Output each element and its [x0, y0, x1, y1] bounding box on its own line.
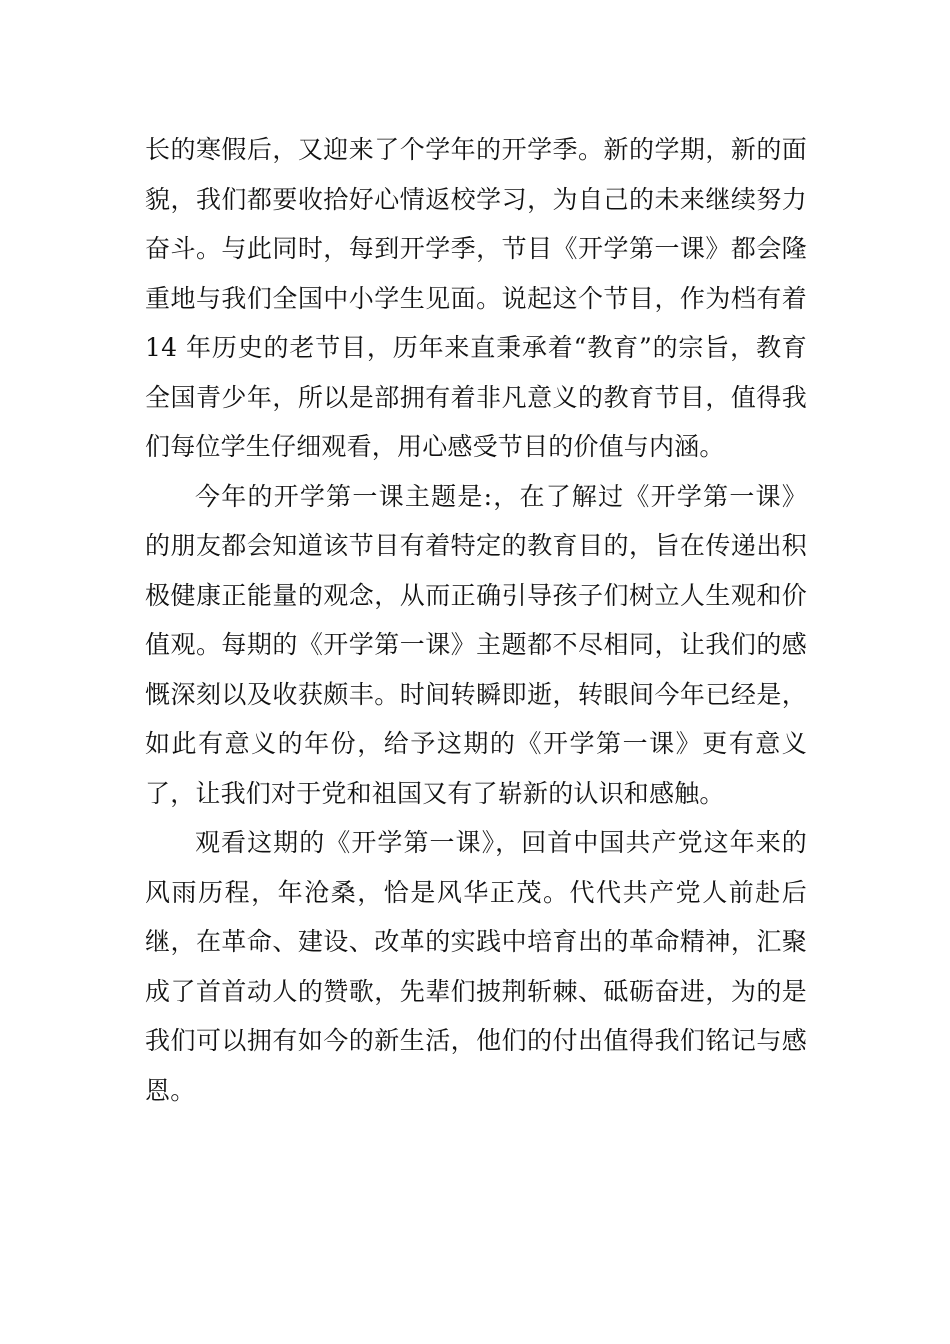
document-body [145, 125, 807, 1115]
paragraph-3: 观看这期的《开学第一课》，回首中国共产党这年来的风雨历程，年沧桑，恰是风华正茂。代代共产党人前赴后继，在革命、建设、改革的实践中培育出的革命精神，汇聚成了首首动人的赞歌，先辈们披荆斩棘、砥砺奋进，为的是我们可以拥有如今的新生活，他们的付出值得我们铭记与感恩。 [145, 828, 807, 1105]
paragraph-2: 今年的开学第一课主题是:，在了解过《开学第一课》的朋友都会知道该节目有着特定的教育目的，旨在传递出积极健康正能量的观念，从而正确引导孩子们树立人生观和价值观。每期的《开学第一课》主题都不尽相同，让我们的感慨深刻以及收获颇丰。时间转瞬即逝，转眼间今年已经是，如此有意义的年份，给予这期的《开学第一课》更有意义了，让我们对于党和祖国又有了崭新的认识和感触。 [145, 481, 807, 808]
paragraph-1: 长的寒假后，又迎来了个学年的开学季。新的学期，新的面貌，我们都要收拾好心情返校学习，为自己的未来继续努力奋斗。与此同时，每到开学季，节目《开学第一课》都会隆重地与我们全国中小学生见面。说起这个节目，作为档有着 14 年历史的老节目，历年来直秉承着“教育”的宗旨，教育全国青少年，所以是部拥有着非凡意义的教育节目，值得我们每位学生仔细观看，用心感受节目的价值与内涵。 [145, 135, 807, 461]
